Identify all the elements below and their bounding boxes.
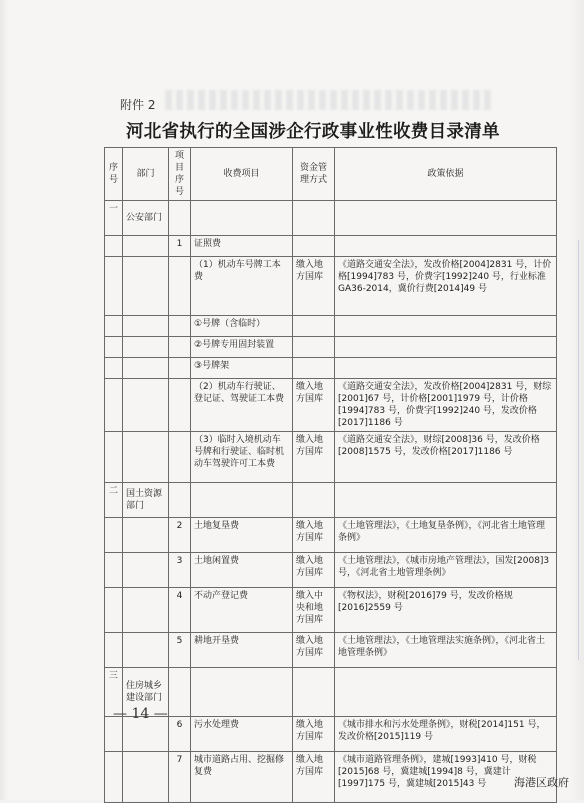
table-row [105, 257, 557, 316]
row-seq: 一 [105, 201, 123, 236]
row-fund-management: 缴入地方国库 [293, 379, 335, 432]
row-item-no: 2 [169, 518, 191, 553]
row-dept [123, 432, 169, 483]
row-item-no: 3 [169, 553, 191, 588]
row-item-no: 4 [169, 588, 191, 633]
row-policy-basis: 《城市道路管理条例》，建城[1993]410 号，财税[2015]68 号，冀建城[1994]8 号，冀建计[1997]175 号，冀建城[2015]43 号 [335, 752, 557, 803]
header-policy-basis: 政策依据 [335, 148, 557, 201]
table-row [105, 668, 557, 717]
row-policy-basis: 《城市排水和污水处理条例》，财税[2014]151 号，发改价格[2015]119 号 [335, 717, 557, 752]
row-item-no [169, 668, 191, 717]
row-fund-management: 缴入地方国库 [293, 257, 335, 316]
row-seq [105, 358, 123, 379]
row-policy-basis [335, 236, 557, 257]
table-row [105, 236, 557, 257]
row-fee-item: 证照费 [191, 236, 293, 257]
row-item-no [169, 379, 191, 432]
row-seq [105, 553, 123, 588]
row-seq [105, 257, 123, 316]
row-policy-basis [335, 201, 557, 236]
row-seq [105, 236, 123, 257]
row-policy-basis: 《道路交通安全法》，发改价格[2004]2831 号，计价格[1994]783 号，价费字[1992]240 号，行业标准 GA36-2014，冀价行费[2014]49 号 [335, 257, 557, 316]
row-policy-basis: 《物权法》，财税[2016]79 号，发改价格规[2016]2559 号 [335, 588, 557, 633]
row-fee-item [191, 201, 293, 236]
row-policy-basis: 《土地管理法》，《城市房地产管理法》，国发[2008]3 号，《河北省土地管理条例》 [335, 553, 557, 588]
row-item-no [169, 201, 191, 236]
fee-catalog-table [104, 147, 557, 803]
row-seq [105, 379, 123, 432]
row-fund-management [293, 201, 335, 236]
row-item-no: 5 [169, 633, 191, 668]
row-item-no [169, 432, 191, 483]
page-number: — 14 — [113, 706, 168, 722]
row-dept [123, 236, 169, 257]
row-policy-basis: 《道路交通安全法》，财综[2008]36 号，发改价格[2008]1575 号，发改价格[2017]1186 号 [335, 432, 557, 483]
row-dept [123, 553, 169, 588]
row-seq [105, 518, 123, 553]
row-seq: 三 [105, 668, 123, 717]
row-seq [105, 316, 123, 337]
header-dept: 部门 [123, 148, 169, 201]
row-fund-management: 缴入地方国库 [293, 553, 335, 588]
table-row [105, 518, 557, 553]
header-item-no: 项目序号 [169, 148, 191, 201]
row-fee-item [191, 483, 293, 518]
source-watermark: 海港区政府 [514, 776, 569, 789]
row-policy-basis [335, 358, 557, 379]
row-item-no: 6 [169, 717, 191, 752]
row-item-no [169, 337, 191, 358]
row-seq [105, 432, 123, 483]
row-policy-basis [335, 668, 557, 717]
table-row [105, 588, 557, 633]
row-seq [105, 337, 123, 358]
row-fee-item: 土地复垦费 [191, 518, 293, 553]
row-dept [123, 379, 169, 432]
table-row [105, 432, 557, 483]
row-dept: 住房城乡建设部门 [123, 668, 169, 717]
row-fee-item: 城市道路占用、挖掘修复费 [191, 752, 293, 803]
row-fee-item: ②号牌专用固封装置 [191, 337, 293, 358]
row-dept [123, 316, 169, 337]
row-fee-item: ③号牌架 [191, 358, 293, 379]
row-policy-basis: 《道路交通安全法》，发改价格[2004]2831 号，财综[2001]67 号，计价格[2001]1979 号，计价格[1994]783 号，价费字[1992]240 号，发改价格[2017]1186 号 [335, 379, 557, 432]
row-seq [105, 633, 123, 668]
row-dept [123, 588, 169, 633]
header-fund-management: 资金管理方式 [293, 148, 335, 201]
row-dept [123, 358, 169, 379]
row-dept: 国土资源部门 [123, 483, 169, 518]
row-fee-item: （2）机动车行驶证、登记证、驾驶证工本费 [191, 379, 293, 432]
row-fee-item: 不动产登记费 [191, 588, 293, 633]
row-seq [105, 752, 123, 803]
row-fund-management: 缴入地方国库 [293, 633, 335, 668]
row-policy-basis [335, 316, 557, 337]
table-row [105, 483, 557, 518]
row-fund-management [293, 358, 335, 379]
scan-artifact [560, 240, 579, 660]
table-row [105, 752, 557, 803]
row-dept [123, 337, 169, 358]
row-fund-management: 缴入地方国库 [293, 752, 335, 803]
row-item-no: 1 [169, 236, 191, 257]
row-item-no [169, 257, 191, 316]
row-fund-management [293, 316, 335, 337]
document-title: 河北省执行的全国涉企行政事业性收费目录清单 [126, 122, 500, 142]
row-fee-item: 土地闲置费 [191, 553, 293, 588]
row-fee-item: 耕地开垦费 [191, 633, 293, 668]
row-fee-item: ①号牌（含临时） [191, 316, 293, 337]
row-fee-item: （1）机动车号牌工本费 [191, 257, 293, 316]
row-item-no [169, 483, 191, 518]
table-row [105, 337, 557, 358]
row-fund-management: 缴入地方国库 [293, 717, 335, 752]
row-fund-management: 缴入地方国库 [293, 432, 335, 483]
table-row [105, 201, 557, 236]
header-seq: 序号 [105, 148, 123, 201]
row-dept [123, 257, 169, 316]
row-policy-basis: 《土地管理法》，《土地管理法实施条例》，《河北省土地管理条例》 [335, 633, 557, 668]
table-row [105, 553, 557, 588]
row-policy-basis: 《土地管理法》，《土地复垦条例》，《河北省土地管理条例》 [335, 518, 557, 553]
row-fund-management [293, 337, 335, 358]
row-policy-basis [335, 483, 557, 518]
row-dept [123, 752, 169, 803]
show-through-text [165, 90, 495, 110]
table-row [105, 316, 557, 337]
row-fee-item [191, 668, 293, 717]
row-dept [123, 518, 169, 553]
row-seq: 二 [105, 483, 123, 518]
row-dept: 公安部门 [123, 201, 169, 236]
header-fee-item: 收费项目 [191, 148, 293, 201]
table-row [105, 379, 557, 432]
row-fund-management: 缴入中央和地方国库 [293, 588, 335, 633]
row-item-no: 7 [169, 752, 191, 803]
row-fee-item: （3）临时入境机动车号牌和行驶证、临时机动车驾驶许可工本费 [191, 432, 293, 483]
row-fund-management: 缴入地方国库 [293, 518, 335, 553]
attachment-label: 附件 2 [120, 98, 156, 112]
row-seq [105, 588, 123, 633]
table-row [105, 358, 557, 379]
row-fee-item: 污水处理费 [191, 717, 293, 752]
row-item-no [169, 358, 191, 379]
row-fund-management [293, 668, 335, 717]
row-policy-basis [335, 337, 557, 358]
row-fund-management [293, 483, 335, 518]
table-row [105, 633, 557, 668]
row-fund-management [293, 236, 335, 257]
table-row [105, 717, 557, 752]
row-dept [123, 633, 169, 668]
row-item-no [169, 316, 191, 337]
table-header-row [105, 148, 557, 201]
